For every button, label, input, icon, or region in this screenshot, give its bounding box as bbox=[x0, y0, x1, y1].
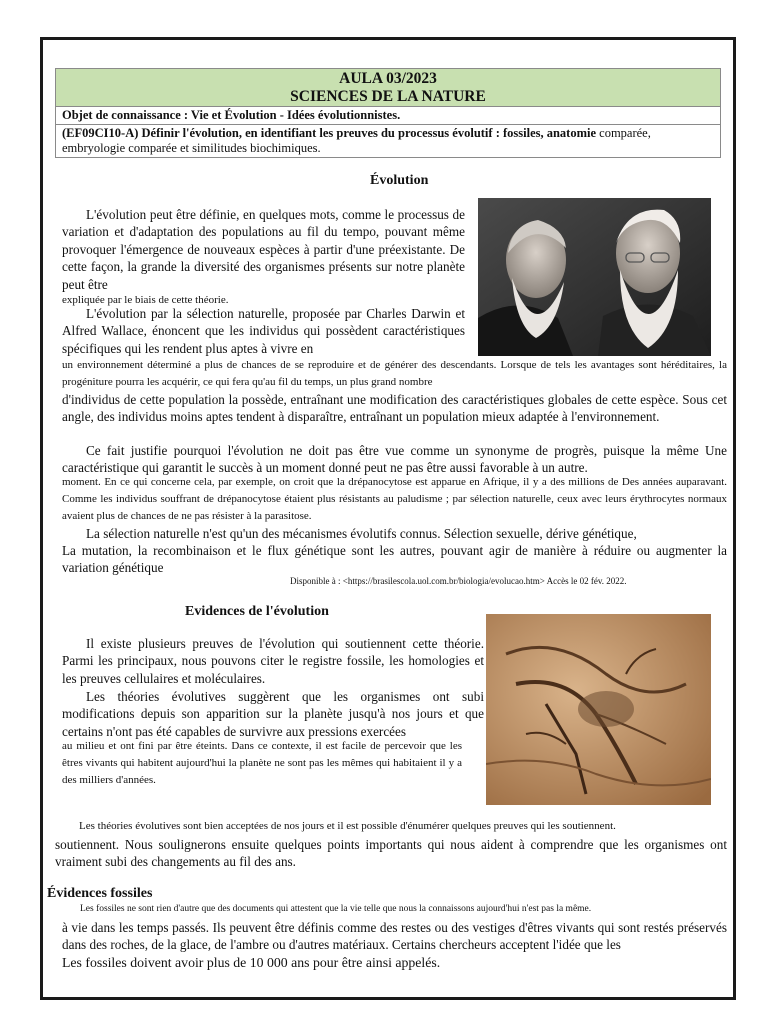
header-title bbox=[56, 69, 720, 107]
evidences-p2b-text: au milieu et ont fini par être éteints. Dans ce contexte, il est facile de percevoir que les êtres vivants qui habitent aujourd'hui la planète ne sont pas les mêmes qui habitaient il y a des milliers d'années. bbox=[62, 740, 462, 786]
fossils-paragraph-1b bbox=[62, 919, 727, 954]
evidences-p3a-text: Les théories évolutives sont bien acceptées de nos jours et il est possible d'énumérer quelques preuves qui les soutiennent. bbox=[79, 820, 616, 832]
evolution-p1-small: expliquée par le biais de cette théorie. bbox=[62, 294, 229, 307]
fossils-p1b-text: à vie dans les temps passés. Ils peuvent être définis comme des restes ou des vestiges d'êtres vivants qui sont restés préservés dans des roches, de la glace, de l'ambre ou d'autres matériaux. Certains chercheurs acceptent l'idée que les bbox=[62, 920, 727, 953]
lesson-code: AULA 03/2023 bbox=[339, 70, 437, 87]
lesson-subject: SCIENCES DE LA NATURE bbox=[290, 88, 486, 105]
evolution-paragraph-2c bbox=[62, 391, 727, 426]
evolution-p3b-text: moment. En ce qui concerne cela, par exemple, on croit que la drépanocytose est apparue en Afrique, il y a des millions de Des années auparavant. Comme les individus souffrant de drépanocytose étaient plus résistants au paludisme ; par sélection naturelle, ceux avec leurs érythrocytes normaux avaient plus de chances de ne pas résister à la parasitose. bbox=[62, 476, 727, 522]
fossils-p1a-text: Les fossiles ne sont rien d'autre que des documents qui attestent que la vie telle que nous la connaissons aujourd'hui n'est pas la même. bbox=[80, 904, 592, 914]
fossil-photo bbox=[486, 614, 711, 805]
evidences-paragraph-2a bbox=[62, 688, 484, 740]
evolution-p4b-text: La mutation, la recombinaison et le flux génétique sont les autres, pouvant agir de manière à réduire ou augmenter la variation génétique bbox=[62, 543, 727, 576]
skill-description bbox=[56, 124, 720, 157]
lesson-header bbox=[55, 68, 721, 158]
evolution-p3a-text: Ce fait justifie pourquoi l'évolution ne doit pas être vue comme un synonyme de progrès, puisque la même Une caractéristique qui garantit le succès à un moment donné peut ne pas être aussi favorable à un autre. bbox=[62, 443, 727, 476]
skill-text-rest: comparée, embryologie comparée et similitudes biochimiques. bbox=[62, 126, 651, 155]
darwin-wallace-photo bbox=[478, 198, 711, 356]
fossils-paragraph-1c bbox=[62, 954, 727, 972]
evolution-paragraph-4b bbox=[62, 542, 727, 577]
evolution-title: Évolution bbox=[370, 173, 429, 188]
evolution-paragraph-1 bbox=[62, 206, 465, 307]
evolution-paragraph-2b bbox=[62, 357, 727, 391]
fossils-paragraph-1a bbox=[80, 903, 730, 916]
evidences-paragraph-1 bbox=[62, 635, 484, 687]
evolution-p2b-text: un environnement déterminé a plus de chances de se reproduire et de générer des descendants. Lorsque de tels les avantages sont héréditaires, la progéniture pourra les acquérir, ce qui fera qu'au fil du temps, un plus grand nombre bbox=[62, 359, 727, 388]
evolution-p2a-text: L'évolution par la sélection naturelle, proposée par Charles Darwin et Alfred Wallace, énoncent que les individus qui possèdent caractéristiques spécifiques qui les rendent plus aptes à vivre en bbox=[62, 306, 465, 356]
evolution-paragraph-2a bbox=[62, 305, 465, 357]
evidences-paragraph-3a bbox=[55, 818, 727, 835]
evidences-p2a-text: Les théories évolutives suggèrent que les organismes ont subi modifications depuis son apparition sur la planète jusqu'à nos jours et que certains n'ont pas été capables de survivre aux pressions exercées bbox=[62, 689, 484, 739]
skill-code-text: (EF09CI10-A) Définir l'évolution, en identifiant les preuves du processus évolutif : fossiles, anatomie bbox=[62, 126, 597, 140]
evolution-paragraph-3a bbox=[62, 442, 727, 477]
evidences-paragraph-3b bbox=[55, 836, 727, 871]
evidences-p3b-text: soutiennent. Nous soulignerons ensuite quelques points importants qui nous aident à comprendre que les organismes ont vraiment subi des changements au fil des ans. bbox=[55, 837, 727, 870]
source-citation: Disponible à : <https://brasilescola.uol.com.br/biologia/evolucao.htm> Accès le 02 fév. 2022. bbox=[290, 576, 627, 586]
fossils-title: Évidences fossiles bbox=[47, 886, 153, 901]
fossils-p1c-text: Les fossiles doivent avoir plus de 10 000 ans pour être ainsi appelés. bbox=[62, 955, 441, 970]
evolution-p1-text: L'évolution peut être définie, en quelques mots, comme le processus de variation et d'adaptation des populations au fil du tempo, pouvant même provoquer l'émergence de nouveaux espèces à partir d'une préexistante. De cette façon, la grande la diversité des organismes présents sur notre planète peut être bbox=[62, 207, 465, 292]
evolution-p2c-text: d'individus de cette population la possède, entraînant une modification des caractéristiques globales de cette espèce. Sous cet angle, des individus moins aptes tendent à disparaître, entraînant un population mieux adaptée à l'environnement. bbox=[62, 392, 727, 425]
evidences-paragraph-2b bbox=[62, 738, 462, 789]
evidences-title: Evidences de l'évolution bbox=[185, 604, 329, 619]
evolution-p4a-text: La sélection naturelle n'est qu'un des mécanismes évolutifs connus. Sélection sexuelle, dérive génétique, bbox=[86, 526, 637, 541]
evolution-paragraph-3b bbox=[62, 474, 727, 525]
knowledge-object: Objet de connaissance : Vie et Évolution - Idées évolutionnistes. bbox=[62, 108, 401, 122]
evolution-paragraph-4a bbox=[62, 525, 727, 542]
evidences-p1-text: Il existe plusieurs preuves de l'évolution qui soutiennent cette théorie. Parmi les principaux, nous pouvons citer le registre fossile, les homologies et les preuves cellulaires et moléculaires. bbox=[62, 636, 484, 686]
